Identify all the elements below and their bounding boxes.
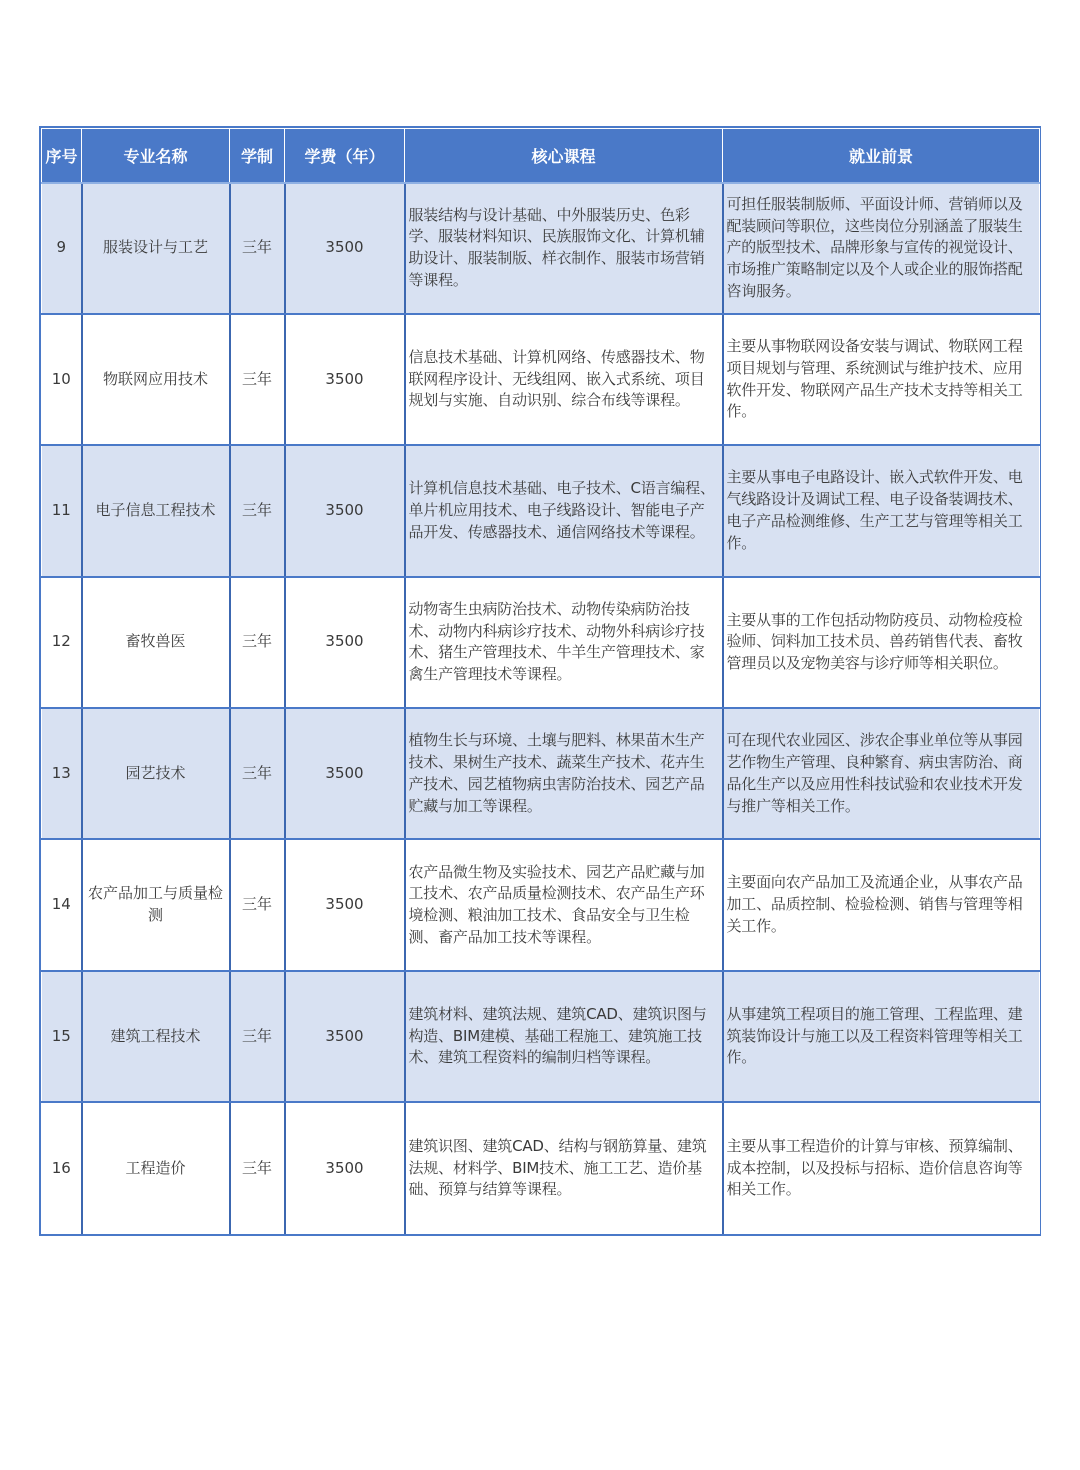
row-no: 9 [42,183,82,314]
row-prospects: 从事建筑工程项目的施工管理、工程监理、建筑装饰设计与施工以及工程资料管理等相关工作。 [723,971,1040,1102]
table-row [42,971,1040,1102]
row-major-name: 电子信息工程技术 [82,445,230,576]
row-duration: 三年 [230,577,285,708]
row-no: 13 [42,708,82,839]
majors-table-container [39,126,1041,1236]
table-row [42,445,1040,576]
table-row [42,839,1040,970]
row-prospects: 主要从事电子电路设计、嵌入式软件开发、电气线路设计及调试工程、电子设备装调技术、电子产品检测维修、生产工艺与管理等相关工作。 [723,445,1040,576]
table-body [42,183,1040,1234]
row-fee: 3500 [285,314,405,445]
row-no: 10 [42,314,82,445]
table-row [42,577,1040,708]
row-major-name: 物联网应用技术 [82,314,230,445]
row-duration: 三年 [230,1102,285,1233]
table-row [42,183,1040,314]
row-duration: 三年 [230,708,285,839]
row-prospects: 可担任服装制版师、平面设计师、营销师以及配装顾问等职位，这些岗位分别涵盖了服装生产的版型技术、品牌形象与宣传的视觉设计、市场推广策略制定以及个人或企业的服饰搭配咨询服务。 [723,183,1040,314]
row-duration: 三年 [230,971,285,1102]
row-core-courses: 信息技术基础、计算机网络、传感器技术、物联网程序设计、无线组网、嵌入式系统、项目规划与实施、自动识别、综合布线等课程。 [405,314,723,445]
header-major-name: 专业名称 [82,129,230,183]
row-no: 14 [42,839,82,970]
row-fee: 3500 [285,971,405,1102]
header-no: 序号 [42,129,82,183]
row-prospects: 主要从事物联网设备安装与调试、物联网工程项目规划与管理、系统测试与维护技术、应用软件开发、物联网产品生产技术支持等相关工作。 [723,314,1040,445]
row-duration: 三年 [230,314,285,445]
row-major-name: 建筑工程技术 [82,971,230,1102]
row-core-courses: 建筑识图、建筑CAD、结构与钢筋算量、建筑法规、材料学、BIM技术、施工工艺、造价基础、预算与结算等课程。 [405,1102,723,1233]
row-fee: 3500 [285,577,405,708]
row-major-name: 畜牧兽医 [82,577,230,708]
row-no: 11 [42,445,82,576]
row-no: 15 [42,971,82,1102]
row-fee: 3500 [285,708,405,839]
row-core-courses: 植物生长与环境、土壤与肥料、林果苗木生产技术、果树生产技术、蔬菜生产技术、花卉生产技术、园艺植物病虫害防治技术、园艺产品贮藏与加工等课程。 [405,708,723,839]
row-core-courses: 建筑材料、建筑法规、建筑CAD、建筑识图与构造、BIM建模、基础工程施工、建筑施工技术、建筑工程资料的编制归档等课程。 [405,971,723,1102]
row-major-name: 农产品加工与质量检测 [82,839,230,970]
row-duration: 三年 [230,839,285,970]
row-prospects: 主要面向农产品加工及流通企业，从事农产品加工、品质控制、检验检测、销售与管理等相关工作。 [723,839,1040,970]
table-row [42,314,1040,445]
header-prospects: 就业前景 [723,129,1040,183]
table-row [42,708,1040,839]
majors-table [41,128,1040,1234]
row-fee: 3500 [285,445,405,576]
table-header [42,129,1040,183]
row-core-courses: 动物寄生虫病防治技术、动物传染病防治技术、动物内科病诊疗技术、动物外科病诊疗技术、猪生产管理技术、牛羊生产管理技术、家禽生产管理技术等课程。 [405,577,723,708]
header-row [42,129,1040,183]
header-fee: 学费（年） [285,129,405,183]
header-duration: 学制 [230,129,285,183]
header-core-courses: 核心课程 [405,129,723,183]
row-core-courses: 服装结构与设计基础、中外服装历史、色彩学、服装材料知识、民族服饰文化、计算机辅助设计、服装制版、样衣制作、服装市场营销等课程。 [405,183,723,314]
row-prospects: 主要从事的工作包括动物防疫员、动物检疫检验师、饲料加工技术员、兽药销售代表、畜牧管理员以及宠物美容与诊疗师等相关职位。 [723,577,1040,708]
row-fee: 3500 [285,839,405,970]
row-core-courses: 农产品微生物及实验技术、园艺产品贮藏与加工技术、农产品质量检测技术、农产品生产环境检测、粮油加工技术、食品安全与卫生检测、畜产品加工技术等课程。 [405,839,723,970]
row-major-name: 服装设计与工艺 [82,183,230,314]
row-major-name: 园艺技术 [82,708,230,839]
row-prospects: 主要从事工程造价的计算与审核、预算编制、成本控制，以及投标与招标、造价信息咨询等相关工作。 [723,1102,1040,1233]
row-duration: 三年 [230,445,285,576]
row-fee: 3500 [285,1102,405,1233]
row-no: 16 [42,1102,82,1233]
row-prospects: 可在现代农业园区、涉农企事业单位等从事园艺作物生产管理、良种繁育、病虫害防治、商品化生产以及应用性科技试验和农业技术开发与推广等相关工作。 [723,708,1040,839]
row-core-courses: 计算机信息技术基础、电子技术、C语言编程、单片机应用技术、电子线路设计、智能电子产品开发、传感器技术、通信网络技术等课程。 [405,445,723,576]
row-fee: 3500 [285,183,405,314]
row-major-name: 工程造价 [82,1102,230,1233]
row-duration: 三年 [230,183,285,314]
table-row [42,1102,1040,1233]
row-no: 12 [42,577,82,708]
